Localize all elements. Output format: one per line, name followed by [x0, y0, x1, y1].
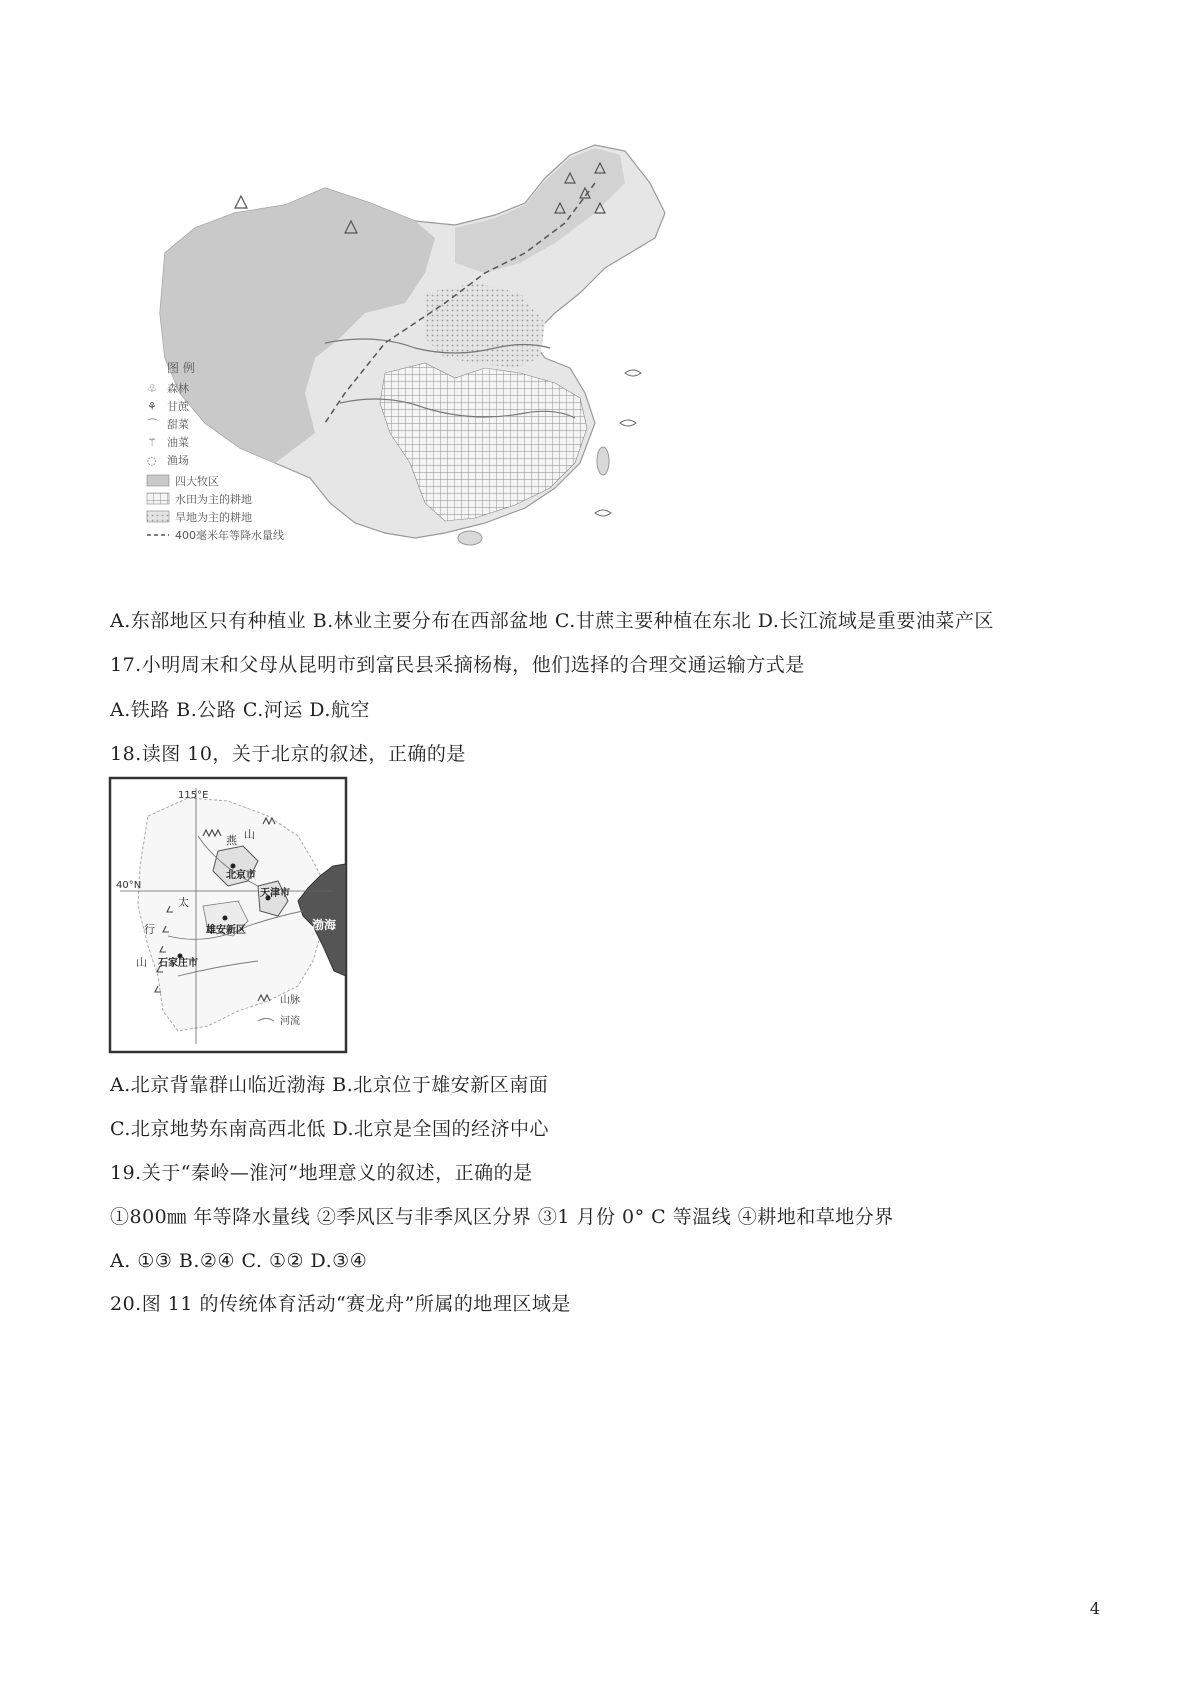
- yanshan-char-1: 燕: [226, 834, 237, 847]
- q17-stem: 17.小明周末和父母从昆明市到富民县采摘杨梅，他们选择的合理交通运输方式是: [110, 654, 805, 676]
- taihang-char-3: 山: [136, 956, 147, 969]
- legend-sugarbeet: 甜菜: [167, 418, 189, 431]
- q18-options-line1: A.北京背靠群山临近渤海 B.北京位于雄安新区南面: [110, 1074, 549, 1096]
- legend-rapeseed: 油菜: [167, 436, 189, 449]
- legend-river: 河流: [280, 1016, 300, 1027]
- legend-forest: 森林: [167, 382, 189, 395]
- xiongan-label: 雄安新区: [206, 925, 246, 936]
- q16-options: A.东部地区只有种植业 B.林业主要分布在西部盆地 C.甘蔗主要种植在东北 D.长江流域是重要油菜产区: [110, 610, 994, 632]
- taihang-char-2: 行: [144, 923, 155, 936]
- legend-title: 图 例: [167, 361, 195, 375]
- q19-options: A. ①③ B.②④ C. ①② D.③④: [110, 1250, 368, 1272]
- legend-paddy: 水田为主的耕地: [175, 493, 252, 506]
- shijiazhuang-label: 石家庄市: [158, 958, 198, 969]
- legend-mountain: 山脉: [280, 995, 300, 1006]
- lon-label: 115°E: [178, 790, 209, 801]
- legend-isohyet: 400毫米年等降水量线: [175, 529, 284, 542]
- taihang-char-1: 太: [178, 896, 189, 909]
- beijing-label: 北京市: [226, 870, 256, 881]
- q19-items: ①800㎜ 年等降水量线 ②季风区与非季风区分界 ③1 月份 0° C 等温线 ④耕地和草地分界: [110, 1206, 894, 1228]
- svg-text:⚘: ⚘: [147, 400, 157, 413]
- legend-sugarcane: 甘蔗: [167, 400, 189, 413]
- beijing-region-map: [108, 776, 348, 1054]
- legend-fishery: 渔场: [167, 454, 189, 467]
- yanshan-char-2: 山: [244, 828, 255, 841]
- q19-stem: 19.关于“秦岭—淮河”地理意义的叙述，正确的是: [110, 1162, 533, 1184]
- china-agriculture-map: [125, 143, 715, 583]
- lat-label: 40°N: [116, 880, 142, 891]
- page-number: 4: [1089, 1599, 1100, 1618]
- legend-pastoral: 四大牧区: [175, 475, 219, 488]
- svg-text:♧: ♧: [147, 382, 157, 395]
- legend-dryland: 旱地为主的耕地: [175, 511, 252, 524]
- q17-options: A.铁路 B.公路 C.河运 D.航空: [110, 699, 370, 721]
- q20-stem: 20.图 11 的传统体育活动“赛龙舟”所属的地理区域是: [110, 1293, 571, 1315]
- tianjin-label: 天津市: [260, 888, 290, 899]
- q18-stem: 18.读图 10，关于北京的叙述，正确的是: [110, 743, 466, 765]
- svg-text:⌒: ⌒: [147, 418, 158, 431]
- q18-options-line2: C.北京地势东南高西北低 D.北京是全国的经济中心: [110, 1118, 550, 1140]
- svg-text:⚚: ⚚: [147, 436, 157, 449]
- svg-text:◌: ◌: [147, 454, 157, 467]
- bohai-label: 渤海: [312, 918, 337, 932]
